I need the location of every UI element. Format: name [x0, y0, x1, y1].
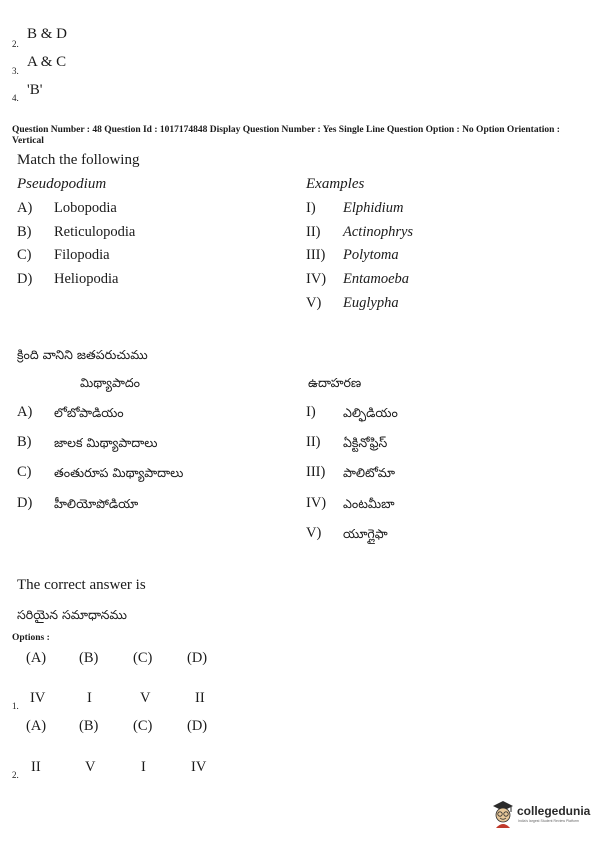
left-item-label: A) — [17, 200, 33, 216]
question-prompt: Match the following — [17, 152, 140, 168]
option-value: V — [140, 690, 151, 706]
left-item-text-telugu: తంతురూప మిథ్యాపాదాలు — [54, 465, 184, 480]
left-item-label: D) — [17, 495, 33, 511]
option-number: 1. — [12, 701, 19, 711]
right-column-heading: Examples — [306, 176, 365, 192]
left-item-text: Filopodia — [54, 247, 110, 263]
right-item-label: II) — [306, 224, 321, 240]
option-header: (A) — [26, 650, 47, 666]
options-label: Options : — [12, 633, 50, 643]
right-item-text-telugu: పాలిటోమా — [343, 465, 395, 480]
right-item-text-telugu: ఎల్ఫిడియం — [343, 405, 398, 420]
right-item-text-telugu: యూగ్లైఫా — [343, 526, 388, 541]
option-text: B & D — [27, 26, 68, 42]
left-item-label: B) — [17, 224, 32, 240]
right-item-text: Actinophrys — [343, 224, 414, 240]
right-item-label: III) — [306, 247, 326, 263]
right-item-label: V) — [306, 295, 322, 311]
option-text: A & C — [27, 54, 67, 70]
option-header: (D) — [187, 650, 208, 666]
option-number: 3. — [12, 66, 19, 76]
option-value: V — [85, 759, 96, 775]
right-column-heading-telugu: ఉదాహరణ — [308, 375, 362, 390]
option-value: II — [195, 690, 205, 706]
answer-prompt-telugu: సరియైన సమాధానము — [17, 607, 127, 622]
left-item-text: Heliopodia — [54, 271, 119, 287]
collegedunia-logo[interactable] — [491, 796, 591, 832]
right-item-label: I) — [306, 200, 316, 216]
right-item-text-telugu: ఏక్టినోఫ్రిస్ — [343, 435, 388, 450]
left-item-text: Reticulopodia — [54, 224, 136, 240]
option-number: 2. — [12, 39, 19, 49]
option-value: I — [87, 690, 92, 706]
student-mascot-icon — [491, 798, 515, 828]
option-value: IV — [191, 759, 207, 775]
right-item-text: Elphidium — [343, 200, 404, 216]
left-item-label: D) — [17, 271, 33, 287]
left-item-label: A) — [17, 404, 33, 420]
left-column-heading: Pseudopodium — [17, 176, 107, 192]
left-item-text: Lobopodia — [54, 200, 117, 216]
question-prompt-telugu: క్రింది వానిని జతపరుచుము — [17, 347, 148, 362]
option-header: (A) — [26, 718, 47, 734]
option-number: 4. — [12, 93, 19, 103]
left-item-label: C) — [17, 464, 32, 480]
option-header: (C) — [133, 718, 153, 734]
option-header: (B) — [79, 650, 99, 666]
option-value: I — [141, 759, 146, 775]
right-item-text-telugu: ఎంటమీబా — [343, 496, 395, 511]
option-header: (B) — [79, 718, 99, 734]
option-value: IV — [30, 690, 46, 706]
right-item-text: Euglypha — [343, 295, 399, 311]
right-item-label: IV) — [306, 271, 327, 287]
left-item-label: C) — [17, 247, 32, 263]
left-item-label: B) — [17, 434, 32, 450]
right-item-text: Polytoma — [343, 247, 399, 263]
logo-tagline: India's largest Student Review Platform — [518, 819, 579, 823]
right-item-label: V) — [306, 525, 322, 541]
option-value: II — [31, 759, 41, 775]
option-header: (D) — [187, 718, 208, 734]
right-item-label: III) — [306, 464, 326, 480]
left-item-text-telugu: హీలియోపోడియా — [54, 496, 139, 511]
option-header: (C) — [133, 650, 153, 666]
right-item-label: II) — [306, 434, 321, 450]
right-item-text: Entamoeba — [343, 271, 410, 287]
logo-name: collegedunia — [517, 804, 591, 818]
left-item-text-telugu: జాలక మిథ్యాపాదాలు — [54, 435, 158, 450]
question-header: Question Number : 48 Question Id : 1017174848 Display Question Number : Yes Single Line Question Option : No Option Orientation : Vertical — [12, 125, 560, 146]
left-item-text-telugu: లోబోపాడియం — [54, 405, 124, 420]
answer-prompt: The correct answer is — [17, 577, 146, 593]
right-item-label: I) — [306, 404, 316, 420]
left-column-heading-telugu: మిథ్యాపాదం — [80, 375, 141, 390]
option-number: 2. — [12, 770, 19, 780]
right-item-label: IV) — [306, 495, 327, 511]
option-text: 'B' — [27, 82, 43, 98]
